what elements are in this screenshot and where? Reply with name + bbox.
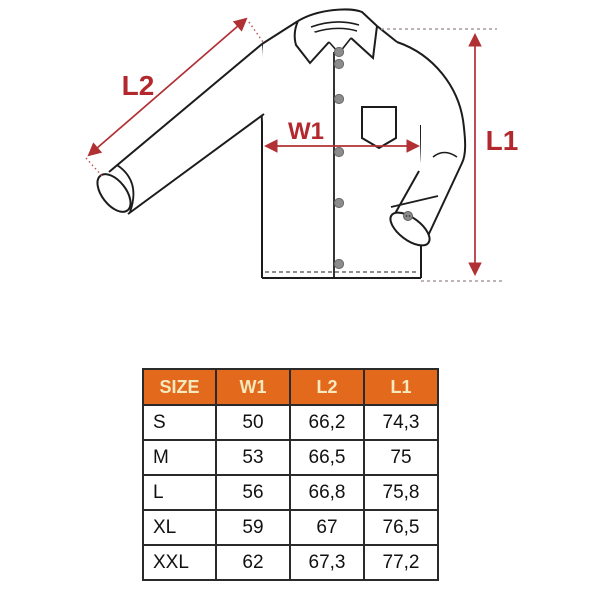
header-l1: L1 — [364, 369, 438, 405]
button — [334, 94, 343, 103]
l1-cell: 77,2 — [364, 545, 438, 580]
l2-cell: 66,8 — [290, 475, 364, 510]
cuff-button — [404, 212, 413, 221]
chest-pocket — [362, 107, 396, 148]
table-row — [143, 475, 438, 510]
l1-cell: 74,3 — [364, 405, 438, 440]
header-l2: L2 — [290, 369, 364, 405]
table-row — [143, 440, 438, 475]
table-header-row — [143, 369, 438, 405]
l2-cell: 67 — [290, 510, 364, 545]
button — [334, 198, 343, 207]
button — [334, 147, 343, 156]
size-cell: XL — [143, 510, 216, 545]
l1-cell: 75 — [364, 440, 438, 475]
l1-cell: 75,8 — [364, 475, 438, 510]
size-cell: M — [143, 440, 216, 475]
l1-label: L1 — [485, 125, 519, 156]
w1-cell: 53 — [216, 440, 290, 475]
w1-cell: 59 — [216, 510, 290, 545]
w1-cell: 50 — [216, 405, 290, 440]
w1-cell: 62 — [216, 545, 290, 580]
table-row — [143, 510, 438, 545]
size-cell: XXL — [143, 545, 216, 580]
header-w1: W1 — [216, 369, 290, 405]
table-row — [143, 545, 438, 580]
l2-cell: 67,3 — [290, 545, 364, 580]
header-size: SIZE — [143, 369, 216, 405]
button — [334, 59, 343, 68]
l2-cell: 66,2 — [290, 405, 364, 440]
size-cell: L — [143, 475, 216, 510]
w1-label: W1 — [288, 118, 324, 145]
size-chart-table — [142, 368, 439, 581]
l2-label: L2 — [121, 70, 155, 101]
table-row — [143, 405, 438, 440]
button — [334, 259, 343, 268]
button — [334, 47, 343, 56]
w1-cell: 56 — [216, 475, 290, 510]
size-cell: S — [143, 405, 216, 440]
l2-cell: 66,5 — [290, 440, 364, 475]
l1-cell: 76,5 — [364, 510, 438, 545]
